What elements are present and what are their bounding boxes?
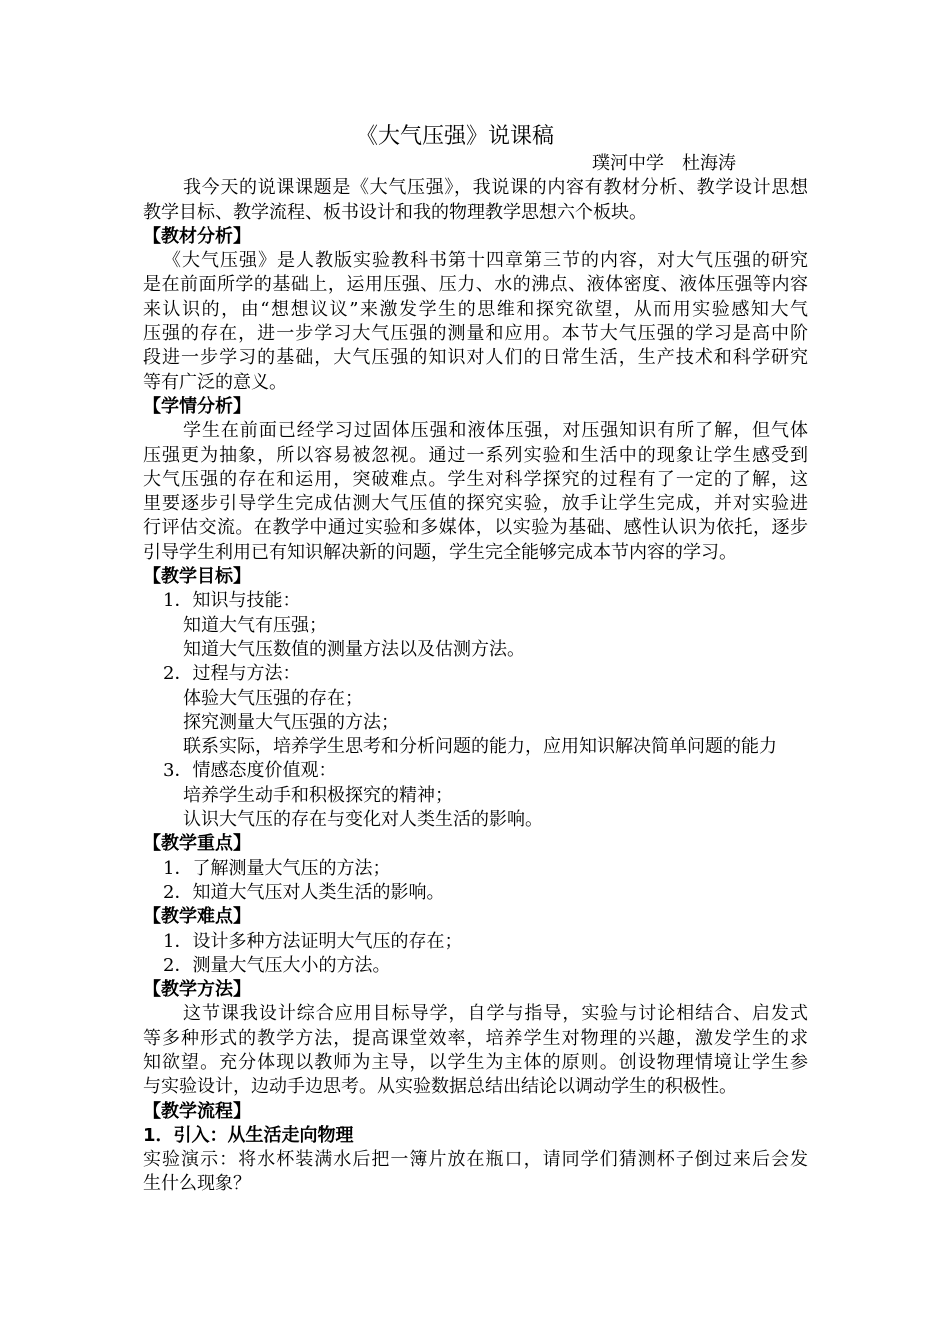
list-item: 1．了解测量大气压的方法； bbox=[163, 857, 391, 879]
list-item: 2．知道大气压对人类生活的影响。 bbox=[163, 881, 445, 903]
author-line: 璞河中学 杜海涛 bbox=[592, 153, 736, 174]
paragraph-line: 生什么现象？ bbox=[143, 1173, 251, 1195]
paragraph-line: 《大气压强》是人教版实验教科书第十四章第三节的内容，对大气压强的研究 bbox=[163, 250, 808, 272]
goal-item: 认识大气压的存在与变化对人类生活的影响。 bbox=[183, 809, 543, 831]
goal-item: 知道大气压数值的测量方法以及估测方法。 bbox=[183, 638, 525, 660]
paragraph-line: 引导学生利用已有知识解决新的问题，学生完全能够完成本节内容的学习。 bbox=[143, 541, 737, 563]
list-item: 2．测量大气压大小的方法。 bbox=[163, 954, 391, 976]
paragraph-line: 段进一步学习的基础，大气压强的知识对人们的日常生活，生产技术和科学研究 bbox=[143, 347, 808, 369]
goal-item: 体验大气压强的存在； bbox=[183, 687, 363, 709]
section-heading-method: 【教学方法】 bbox=[143, 979, 251, 1001]
paragraph-line: 行评估交流。在教学中通过实验和多媒体，以实验为基础、感性认识为依托，逐步 bbox=[143, 517, 808, 539]
goal-item: 探究测量大气压强的方法； bbox=[183, 711, 399, 733]
paragraph-line: 压强的存在，进一步学习大气压强的测量和应用。本节大气压强的学习是高中阶 bbox=[143, 323, 808, 345]
section-heading-difficult: 【教学难点】 bbox=[143, 906, 251, 928]
goal-label: 1．知识与技能： bbox=[163, 590, 301, 612]
section-heading-goals: 【教学目标】 bbox=[143, 566, 251, 588]
paragraph-line: 知欲望。充分体现以教师为主导，以学生为主体的原则。创设物理情境让学生参 bbox=[143, 1051, 808, 1073]
paragraph-line: 来认识的，由“想想议议”来激发学生的思维和探究欲望，从而用实验感知大气 bbox=[143, 298, 808, 320]
goal-item: 知道大气有压强； bbox=[183, 614, 327, 636]
paragraph-line: 等有广泛的意义。 bbox=[143, 371, 287, 393]
paragraph-line: 压强更为抽象，所以容易被忽视。通过一系列实验和生活中的现象让学生感受到 bbox=[143, 444, 808, 466]
paragraph-line: 里要逐步引导学生完成估测大气压值的探究实验，放手让学生完成，并对实验进 bbox=[143, 493, 808, 515]
section-heading-students: 【学情分析】 bbox=[143, 395, 251, 417]
sub-heading-intro: 1．引入：从生活走向物理 bbox=[143, 1124, 354, 1146]
section-heading-process: 【教学流程】 bbox=[143, 1100, 251, 1122]
goal-label: 2．过程与方法： bbox=[163, 663, 301, 685]
document-page bbox=[143, 122, 808, 1197]
paragraph-line: 是在前面所学的基础上，运用压强、压力、水的沸点、液体密度、液体压强等内容 bbox=[143, 274, 808, 296]
goal-item: 联系实际，培养学生思考和分析问题的能力，应用知识解决简单问题的能力 bbox=[183, 736, 777, 758]
section-heading-textbook: 【教材分析】 bbox=[143, 225, 251, 247]
paragraph-line: 与实验设计，边动手边思考。从实验数据总结出结论以调动学生的积极性。 bbox=[143, 1076, 737, 1098]
doc-title: 《大气压强》说课稿 bbox=[356, 124, 555, 149]
paragraph-line: 等多种形式的教学方法，提高课堂效率，培养学生对物理的兴趣，激发学生的求 bbox=[143, 1027, 808, 1049]
paragraph-line: 学生在前面已经学习过固体压强和液体压强，对压强知识有所了解，但气体 bbox=[183, 420, 808, 442]
intro-line: 我今天的说课课题是《大气压强》，我说课的内容有教材分析、教学设计思想 bbox=[183, 177, 808, 199]
list-item: 1．设计多种方法证明大气压的存在； bbox=[163, 930, 463, 952]
goal-item: 培养学生动手和积极探究的精神； bbox=[183, 784, 453, 806]
goal-label: 3．情感态度价值观： bbox=[163, 760, 337, 782]
paragraph-line: 实验演示：将水杯装满水后把一簿片放在瓶口，请同学们猜测杯子倒过来后会发 bbox=[143, 1149, 808, 1171]
paragraph-line: 这节课我设计综合应用目标导学，自学与指导，实验与讨论相结合、启发式 bbox=[183, 1003, 808, 1025]
section-heading-key: 【教学重点】 bbox=[143, 833, 251, 855]
intro-line: 教学目标、教学流程、板书设计和我的物理教学思想六个板块。 bbox=[143, 201, 647, 223]
paragraph-line: 大气压强的存在和运用，突破难点。学生对科学探究的过程有了一定的了解，这 bbox=[143, 468, 808, 490]
